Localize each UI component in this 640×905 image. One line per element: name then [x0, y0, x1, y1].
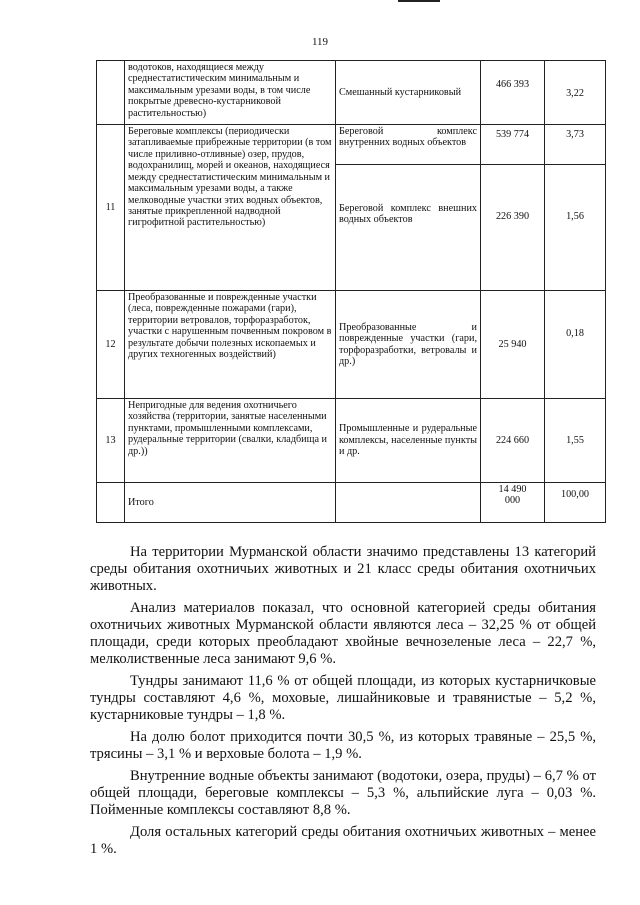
category-cell: Непригодные для ведения охотничьего хозяйства (территории, занятые населенными пунктами, промышленными комплексами, рудеральные территории (свалки, кладбища и др.)): [125, 399, 336, 483]
row-number: 11: [97, 125, 125, 291]
category-cell: водотоков, находящиеся между среднестатистическим минимальным и максимальным урезами воды, в том числе покрытые древесно-кустарниковой растительностью): [125, 61, 336, 125]
area-cell: 226 390: [481, 165, 545, 291]
table-row-total: [97, 483, 606, 523]
total-percent: 100,00: [545, 483, 606, 523]
paragraph: Анализ материалов показал, что основной категорией среды обитания охотничьих животных Мурманской области являются леса – 32,25 % от общей площади, среди которых преобладают хвойные вечнозеленые леса – 22,7 %, мелколиственные леса занимают 9,6 %.: [90, 600, 596, 667]
table-row: [97, 399, 606, 483]
class-cell: Преобразованные и поврежденные участки (гари, торфоразработки, ветровалы и др.): [336, 291, 481, 399]
class-cell: Береговой комплекс внутренних водных объектов: [336, 125, 481, 165]
row-number: 12: [97, 291, 125, 399]
habitat-table: [96, 60, 606, 523]
paragraph: Внутренние водные объекты занимают (водотоки, озера, пруды) – 6,7 % от общей площади, береговые комплексы – 5,3 %, альпийские луга – 0,03 %. Пойменные комплексы составляют 8,8 %.: [90, 768, 596, 818]
percent-cell: 3,22: [545, 61, 606, 125]
total-area-line1: 14 490: [498, 484, 527, 495]
class-cell: Промышленные и рудеральные комплексы, населенные пункты и др.: [336, 399, 481, 483]
percent-cell: 1,55: [545, 399, 606, 483]
paragraph: На территории Мурманской области значимо представлены 13 категорий среды обитания охотничьих животных и 21 класс среды обитания охотничьих животных.: [90, 544, 596, 594]
table-row: [97, 61, 606, 125]
row-number: [97, 483, 125, 523]
body-text: [90, 544, 596, 863]
area-cell: 466 393: [481, 61, 545, 125]
category-cell: Береговые комплексы (периодически затапливаемые прибрежные территории (в том числе приливно-отливные) озер, прудов, водохранилищ, морей и океанов, находящиеся между среднестатистическим минимальным и максимальным урезами воды, а также мелководные участки этих водных объектов, занятые прикрепленной надводной гигрофитной растительностью): [125, 125, 336, 291]
area-cell: 25 940: [481, 291, 545, 399]
percent-cell: 0,18: [545, 291, 606, 399]
paragraph: Тундры занимают 11,6 % от общей площади, из которых кустарничковые тундры составляют 4,6 %, моховые, лишайниковые и травянистые – 5,2 %, кустарниковые тундры – 1,8 %.: [90, 673, 596, 723]
class-cell: Береговой комплекс внешних водных объектов: [336, 165, 481, 291]
table-row: [97, 291, 606, 399]
table-row: [97, 125, 606, 165]
total-area: [481, 483, 545, 523]
total-label: Итого: [125, 483, 336, 523]
category-cell: Преобразованные и поврежденные участки (леса, поврежденные пожарами (гари), территории ветровалов, торфоразработок, участки с нарушенным почвенным покровом в результате добычи полезных ископаемых и других техногенных воздействий): [125, 291, 336, 399]
row-number: [97, 61, 125, 125]
percent-cell: 1,56: [545, 165, 606, 291]
class-cell: Смешанный кустарниковый: [336, 61, 481, 125]
paragraph: На долю болот приходится почти 30,5 %, из которых травяные – 25,5 %, трясины – 3,1 % и верховые болота – 1,9 %.: [90, 729, 596, 762]
paragraph: Доля остальных категорий среды обитания охотничьих животных – менее 1 %.: [90, 824, 596, 857]
total-area-line2: 000: [504, 495, 521, 507]
area-cell: 539 774: [481, 125, 545, 165]
page-number: 119: [311, 36, 329, 48]
row-number: 13: [97, 399, 125, 483]
area-cell: 224 660: [481, 399, 545, 483]
class-cell: [336, 483, 481, 523]
top-rule: [398, 0, 440, 2]
percent-cell: 3,73: [545, 125, 606, 165]
